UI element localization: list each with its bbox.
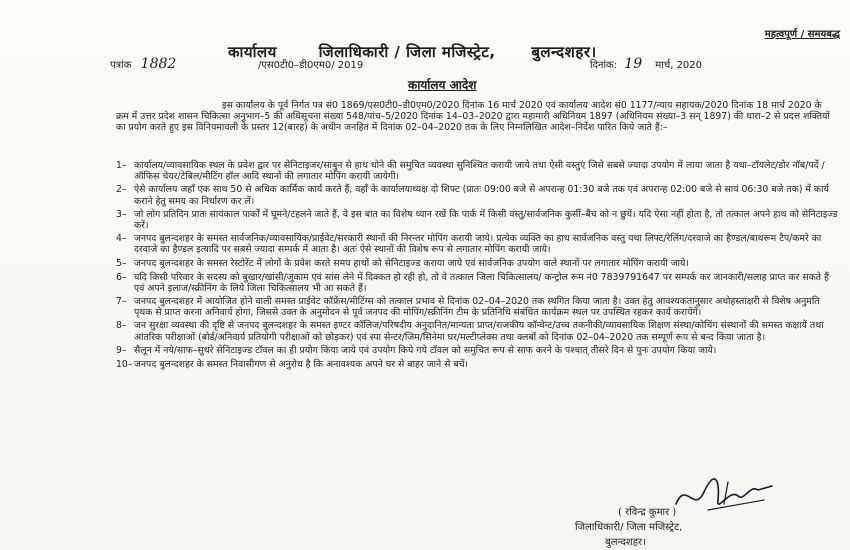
- item-number: 4–: [116, 233, 127, 245]
- order-title: कार्यालय आदेश: [408, 78, 477, 92]
- item-text: ऐसे कार्यालय जहाँ एक साथ 50 से अधिक कार्मिक कार्य करते हैं, वहाँ के कार्यालयाध्यक्ष दो शिफ्ट (प्रातः 09:00 बजे से अपरान्ह 01:30 बजे तक एवं अपरान्ह 02:00 बजे से सायं 06:30 बजे तक) में कार्य कराने हेतु समय का निर्धारण कर लें।: [134, 184, 829, 207]
- order-item: [70, 272, 840, 294]
- item-number: 8–: [116, 320, 127, 332]
- item-number: 6–: [116, 271, 127, 283]
- date-label: दिनांक:: [590, 60, 618, 71]
- date-month-year: मार्च, 2020: [655, 60, 703, 71]
- order-item: [70, 320, 840, 342]
- order-item: [70, 209, 840, 231]
- item-text: जनपद बुलन्दशहर में आयोजित होने वाली समस्त प्राईवेट कॉफ्रेंस/मीटिंग्स को तत्काल प्रभाव से दिनांक 02–04–2020 तक स्थगित किया जाता है। उक्त हेतु आवश्यकतानुसार अधोहस्ताक्षरी से विशेष अनुमति पृथक से प्राप्त करना अनिवार्य होगा, जिससे उक्त के अनुमोदन से पूर्व जनपद की मोपिंग/स्क्रीनिंग टीम के प्रतिनिधि संबंधित कार्यक्रम स्थल पर उपस्थित रहकर कार्य करायेंगें।: [134, 296, 820, 319]
- office-part-1: कार्यालय: [228, 43, 277, 61]
- order-item: [70, 233, 840, 255]
- item-text: सैलून में नये/साफ–सुथरे सेनिटाइज्ड टॉवल का ही प्रयोग किया जाये एवं उपयोग किये गये टॉवल को समुचित रूप से साफ करने के पश्चात् तीसरे दिन से पुनः उपयोग किया जाये।: [134, 344, 717, 356]
- item-text: जो लोग प्रतिदिन प्रातः सायंकाल पार्कों में घूमने/टहलने जाते हैं, वे इस बात का विशेष ध्यान रखें कि पार्क में किसी वस्तु/सार्वजनिक कुर्सी–बैंच को न छुयें। यदि ऐसा नहीं होता है, तो तत्काल अपने हाथ को सेनिटाइज्ड करें।: [134, 208, 838, 232]
- order-items: [70, 160, 840, 373]
- date-day-handwritten: 19: [624, 56, 643, 72]
- signatory-post: जिलाधिकारी/ जिला मजिस्ट्रेट,: [575, 522, 683, 533]
- handwritten-signature: [668, 470, 778, 520]
- office-part-2: जिलाधिकारी / जिला मजिस्ट्रेट,: [318, 43, 496, 61]
- order-item: [70, 184, 840, 206]
- ref-label: पत्रांक: [110, 60, 132, 71]
- order-date: [590, 56, 702, 72]
- office-part-3: बुलन्दशहर।: [531, 43, 597, 61]
- item-text: जनपद बुलन्दशहर के समस्त निवासीगण से अनुरोध है कि अनावश्यक अपने घर से बाहर जाने से बचें।: [134, 358, 469, 370]
- signatory-place: बुलन्दशहर।: [605, 537, 646, 548]
- item-number: 1–: [116, 160, 127, 171]
- ref-code: /एस0टी0–डी0एम0/ 2019: [258, 60, 364, 71]
- order-item: [70, 160, 840, 182]
- reference-number: [110, 56, 176, 72]
- order-item: [70, 296, 840, 318]
- order-item: [70, 258, 840, 270]
- item-number: 10–: [116, 358, 133, 370]
- item-number: 5–: [116, 257, 127, 269]
- ref-number-handwritten: 1882: [140, 56, 177, 72]
- item-text: जनपद बुलन्दशहर के समस्त सार्वजनिक/व्यावसायिक/प्राईवेट/सरकारी स्थानों की निरन्तर मोपिंग करायी जाये। प्रत्येक व्यक्ति का हाथ सार्वजनिक वस्तु यथा लिफ्ट/रेलिंग/दरवाजे का हैण्डल/बाथरूम टैप/कमरे का दरवाजे का हैण्डल इत्यादि पर सबसे ज्यादा सम्पर्क में आता है। अतः ऐसे स्थानों की विशेष रूप से लगातार मोपिंग करायी जाये।: [134, 233, 822, 256]
- item-text: जन सुरक्षा व्यवस्था की दृष्टि से जनपद बुलन्दशहर के समस्त इण्टर कॉलिज/परिषदीय अनुदानित/मान्यता प्राप्त/राजकीय कॉन्वेन्ट/उच्च तकनीकी/व्यावसायिक शिक्षण संस्था/कोचिंग संस्थानों की समस्त कक्षायें तथा आंतरिक परीक्षाओं (बोर्ड/अनिवार्य प्रतियोगी परीक्षाओं को छोड़कर) एवं स्पा सेन्टर/जिम/सिनेमा घर/मल्टीप्लेक्स तथा क्लबों को दिनांक 02–04–2020 तक सम्पूर्ण रूप से बन्द किया जाता है।: [134, 320, 824, 343]
- order-intro: इस कार्यालय के पूर्व निर्गत पत्र सं0 1869/एस0टी0–डी0एम0/2020 दिनांक 16 मार्च 2020 एवं कार्यालय आदेश सं0 1177/न्याय सहायक/2020 दिनांक 18 मार्च 2020 के क्रम में उत्तर प्रदेश शासन चिकित्सा अनुभाग–5 की अधिसूचना संख्या 548/पांच–5/2020 दिनांक 14–03–2020 द्वारा महामारी अधिनियम 1897 (अधिनियम संख्या–3 सन् 1897) की धारा–2 से प्रदत्त शक्तियों का प्रयोग करते हुए इस विनियमावली के प्रस्तर 12(बारह) के अधीन जनहित में दिनांक 02–04–2020 तक के लिए निम्नलिखित आदेश–निर्देश पारित किये जाते हैं:–: [116, 100, 830, 134]
- item-text: कार्यालय/व्यावसायिक स्थल के प्रवेश द्वार पर सेनिटाइजर/साबुन से हाथ धोने की समुचित व्यवस्था सुनिश्चित करायी जाये तथा ऐसी वस्तुएं जिसे सबसे ज्यादा उपयोग में लाया जाता है यथा–टॉयलेट/डोर नॉब/पर्दे / ऑफिस चेयर/टेबिल/मीटिंग हॉल आदि स्थानों की लगातार मोपिंग करायी जायेगी।: [134, 160, 825, 183]
- item-text: यदि किसी परिवार के सदस्य को बुखार/खांसी/जुकाम एवं सांस लेने में दिक्कत हो रही हो, तो वे तत्काल जिला चिकित्सालय/ कन्ट्रोल रूम नं0 7839791647 पर सम्पर्क कर जानकारी/सलाह प्राप्त कर सकते हैं एवं अपने इलाज/स्क्रीनिंग के लिये जिला चिकित्सालय भी आ सकते हैं।: [134, 271, 829, 294]
- priority-tag: महत्वपूर्ण / समयबद्ध: [764, 29, 840, 40]
- order-item: [70, 359, 840, 371]
- item-number: 7–: [116, 296, 127, 308]
- item-number: 2–: [116, 184, 127, 196]
- item-text: जनपद बुलन्दशहर के समस्त रेस्टोरेंट में लोगों के प्रवेश करते समय हाथों को सेनिटाइज्ड कराया जाये एवं सार्वजनिक उपयोग वाले स्थानों पर लगातार मोपिंग करायी जाये।: [134, 257, 689, 269]
- item-number: 9–: [116, 344, 127, 356]
- order-item: [70, 345, 840, 357]
- item-number: 3–: [116, 208, 127, 220]
- signatory-name: ( रविन्द्र कुमार ): [618, 507, 677, 518]
